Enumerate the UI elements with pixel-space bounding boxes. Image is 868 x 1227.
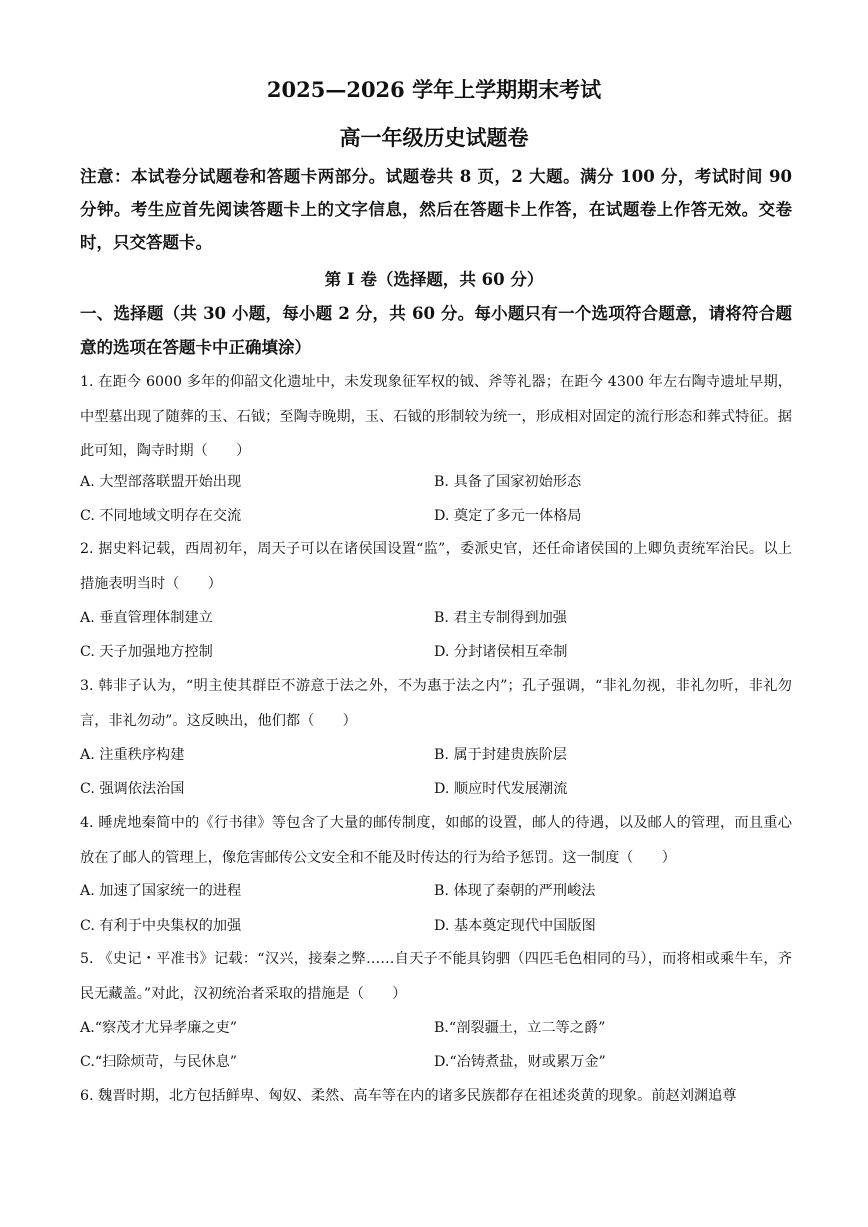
question-5-option-c: C.“扫除烦苛，与民休息” xyxy=(80,1054,238,1070)
question-1-option-c: C. 不同地域文明存在交流 xyxy=(80,508,242,524)
question-2-option-c: C. 天子加强地方控制 xyxy=(80,644,213,660)
exam-notice: 注意：本试卷分试题卷和答题卡两部分。试题卷共 8 页，2 大题。满分 100 分，考试时间 90 分钟。考生应首先阅读答题卡上的文字信息，然后在答题卡上作答，在试题卷上作答无效。交卷时，只交答题卡。 xyxy=(80,167,792,252)
question-4-stem: 4. 睡虎地秦简中的《行书律》等包含了大量的邮传制度，如邮的设置，邮人的待遇，以及邮人的管理，而且重心放在了邮人的管理上，像危害邮传公文安全和不能及时传达的行为给予惩罚。这一制度（ ） xyxy=(80,815,792,866)
question-3-stem: 3. 韩非子认为，“明主使其群臣不游意于法之外，不为惠于法之内”；孔子强调，“非礼勿视，非礼勿听，非礼勿言，非礼勿动”。这反映出，他们都（ ） xyxy=(80,678,792,729)
question-5-option-a: A.“察茂才尤异孝廉之吏” xyxy=(80,1020,237,1036)
exam-title: 2025—2026 学年上学期期末考试 xyxy=(266,77,602,102)
question-2-option-a: A. 垂直管理体制建立 xyxy=(80,610,213,626)
question-3-option-c: C. 强调依法治国 xyxy=(80,781,185,797)
question-1-option-d: D. 奠定了多元一体格局 xyxy=(434,508,582,524)
part-heading: 一、选择题（共 30 小题，每小题 2 分，共 60 分。每小题只有一个选项符合题意，请将符合题意的选项在答题卡中正确填涂） xyxy=(80,304,792,357)
question-2-option-b: B. 君主专制得到加强 xyxy=(434,610,567,626)
question-3-option-b: B. 属于封建贵族阶层 xyxy=(434,747,567,763)
question-5-option-b: B.“剖裂疆土，立二等之爵” xyxy=(434,1020,606,1036)
question-4-option-b: B. 体现了秦朝的严刑峻法 xyxy=(434,883,596,899)
question-3-option-a: A. 注重秩序构建 xyxy=(80,747,185,763)
section-title: 第 I 卷（选择题，共 60 分） xyxy=(324,270,544,289)
exam-subtitle: 高一年级历史试题卷 xyxy=(339,125,529,150)
question-2-stem: 2. 据史料记载，西周初年，周天子可以在诸侯国设置“监”，委派史官，还任命诸侯国的上卿负责统军治民。以上措施表明当时（ ） xyxy=(80,541,792,592)
question-5-stem: 5. 《史记・平准书》记载：“汉兴，接秦之弊……自天子不能具钧驷（四匹毛色相同的马），而将相或乘牛车，齐民无藏盖。”对此，汉初统治者采取的措施是（ ） xyxy=(80,951,792,1002)
question-4-option-a: A. 加速了国家统一的进程 xyxy=(80,883,242,899)
question-2-option-d: D. 分封诸侯相互牵制 xyxy=(434,644,568,660)
question-5-option-d: D.“冶铸煮盐，财或累万金” xyxy=(434,1054,606,1070)
question-3-option-d: D. 顺应时代发展潮流 xyxy=(434,781,568,797)
question-6-stem: 6. 魏晋时期，北方包括鲜卑、匈奴、柔然、高车等在内的诸多民族都存在祖述炎黄的现象。前赵刘渊追尊 xyxy=(80,1088,737,1104)
question-1-option-b: B. 具备了国家初始形态 xyxy=(434,474,582,490)
question-4-option-c: C. 有利于中央集权的加强 xyxy=(80,918,242,934)
question-1-stem: 1. 在距今 6000 多年的仰韶文化遗址中，未发现象征军权的钺、斧等礼器；在距今 4300 年左右陶寺遗址早期，中型墓出现了随葬的玉、石钺；至陶寺晚期，玉、石钺的形制较为统一，形成相对固定的流行形态和葬式特征。据此可知，陶寺时期（ ） xyxy=(80,374,792,459)
question-4-option-d: D. 基本奠定现代中国版图 xyxy=(434,918,596,934)
question-1-option-a: A. 大型部落联盟开始出现 xyxy=(80,474,242,490)
